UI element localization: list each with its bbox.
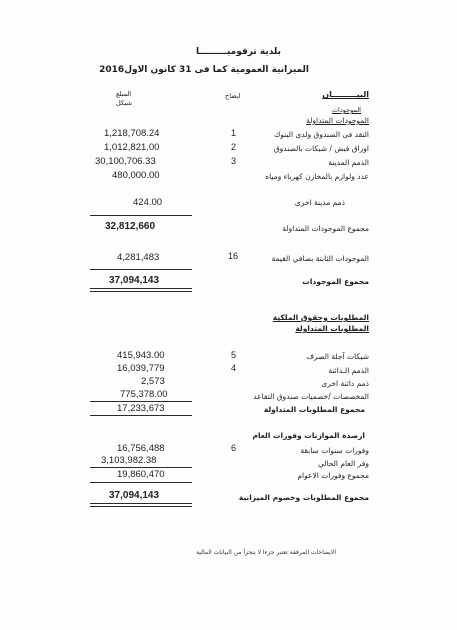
amount-header-top: المبلغ: [116, 90, 132, 98]
current-assets-total-amount: 32,812,660: [105, 221, 156, 232]
row-label: عدد ولوازم بالمخازن كهرباء ومياه: [265, 172, 369, 181]
current-liabilities-total-amount: 17,233,673: [117, 403, 165, 414]
row-label: الذمم المدينة: [328, 158, 369, 167]
amount: 775,378.00: [120, 389, 168, 400]
double-rule: [90, 288, 192, 292]
note-number: 1: [231, 128, 237, 138]
liabilities-section-label: المطلوبات وحقوق الملكية: [272, 313, 369, 322]
amount: 415,943.00: [117, 350, 165, 361]
subtotal-rule: [90, 401, 192, 402]
assets-section-label: الموجودات: [331, 106, 361, 114]
other-receivables-label: ذمم مدينة اخرى: [294, 198, 345, 207]
double-rule: [90, 503, 192, 507]
note-number: 6: [231, 443, 237, 453]
row-label: وفر العام الحالي: [317, 459, 369, 468]
total-rule: [90, 269, 192, 270]
note-number: 2: [231, 142, 237, 152]
report-title: الميزانية العمومية كما فى 31 كانون الاول2016: [99, 65, 309, 75]
current-liabilities-label: المطلوبات المتداولة: [295, 324, 369, 333]
fixed-assets-amount: 4,281,483: [117, 252, 160, 263]
row-label: وفورات سنوات سابقة: [300, 446, 369, 455]
current-assets-label: الموجودات المتداولة: [306, 116, 369, 125]
row-label: ذمم دائنة اخرى: [321, 379, 369, 388]
grand-total-amount: 37,094,143: [109, 490, 160, 501]
current-assets-total-label: مجموع الموجودات المتداولة: [282, 224, 369, 233]
note-number: 5: [231, 350, 237, 360]
current-liabilities-total-label: مجموع المطلوبات المتداولة: [263, 405, 365, 414]
amount-header-bottom: شيكل: [116, 99, 132, 107]
row-label: المخصصات /خصميات صندوق التقاعد: [253, 392, 369, 401]
amount: 30,100,706.33: [95, 156, 156, 167]
row-label: مجموع وفورات الاعوام: [297, 471, 369, 480]
description-header: البيـــــــــان: [322, 90, 369, 99]
amount: 16,756,488: [117, 443, 165, 454]
subtotal-rule: [90, 482, 192, 483]
row-label: اوراق قبض / شيكات بالصندوق: [273, 144, 369, 153]
note-number: 3: [231, 156, 237, 166]
other-receivables-amount: 424.00: [133, 197, 163, 208]
subtotal-rule: [90, 215, 192, 216]
amount: 2,573: [141, 376, 165, 387]
equity-section-label: ارصدة الموازنات وفورات العام: [252, 431, 365, 440]
amount: 3,103,982.38: [101, 455, 157, 466]
total-assets-amount: 37,094,143: [109, 275, 160, 286]
amount: 1,012,821.00: [104, 142, 160, 153]
note-number: 4: [231, 363, 237, 373]
subtotal-rule: [90, 415, 192, 416]
total-assets-label: مجموع الموجودات: [302, 277, 369, 286]
subtotal-rule: [90, 467, 192, 468]
row-label: النقد فى الصندوق ولدى البنوك: [274, 130, 369, 139]
amount: 1,218,708.24: [104, 128, 160, 139]
fixed-assets-label: الموجودات الثابتة بصافي القيمة: [271, 254, 369, 263]
grand-total-label: مجموع المطلوبات وخصوم الميزانية: [238, 493, 369, 502]
amount: 19,860,470: [117, 469, 165, 480]
note-header: ايضاح: [225, 92, 241, 100]
row-label: شيكات آجلة الصرف: [306, 352, 369, 361]
municipality-name: بلدية ترقوميـــــــــا: [195, 47, 281, 57]
row-label: الذمم الـدائنة: [328, 366, 369, 375]
amount: 480,000.00: [112, 170, 160, 181]
footer-note: الايضاحات المرفقة تعتبر جزءا لا يتجزأ من البيانات المالية: [196, 549, 336, 556]
fixed-assets-note: 16: [228, 251, 239, 261]
amount: 16,039,779: [117, 363, 165, 374]
